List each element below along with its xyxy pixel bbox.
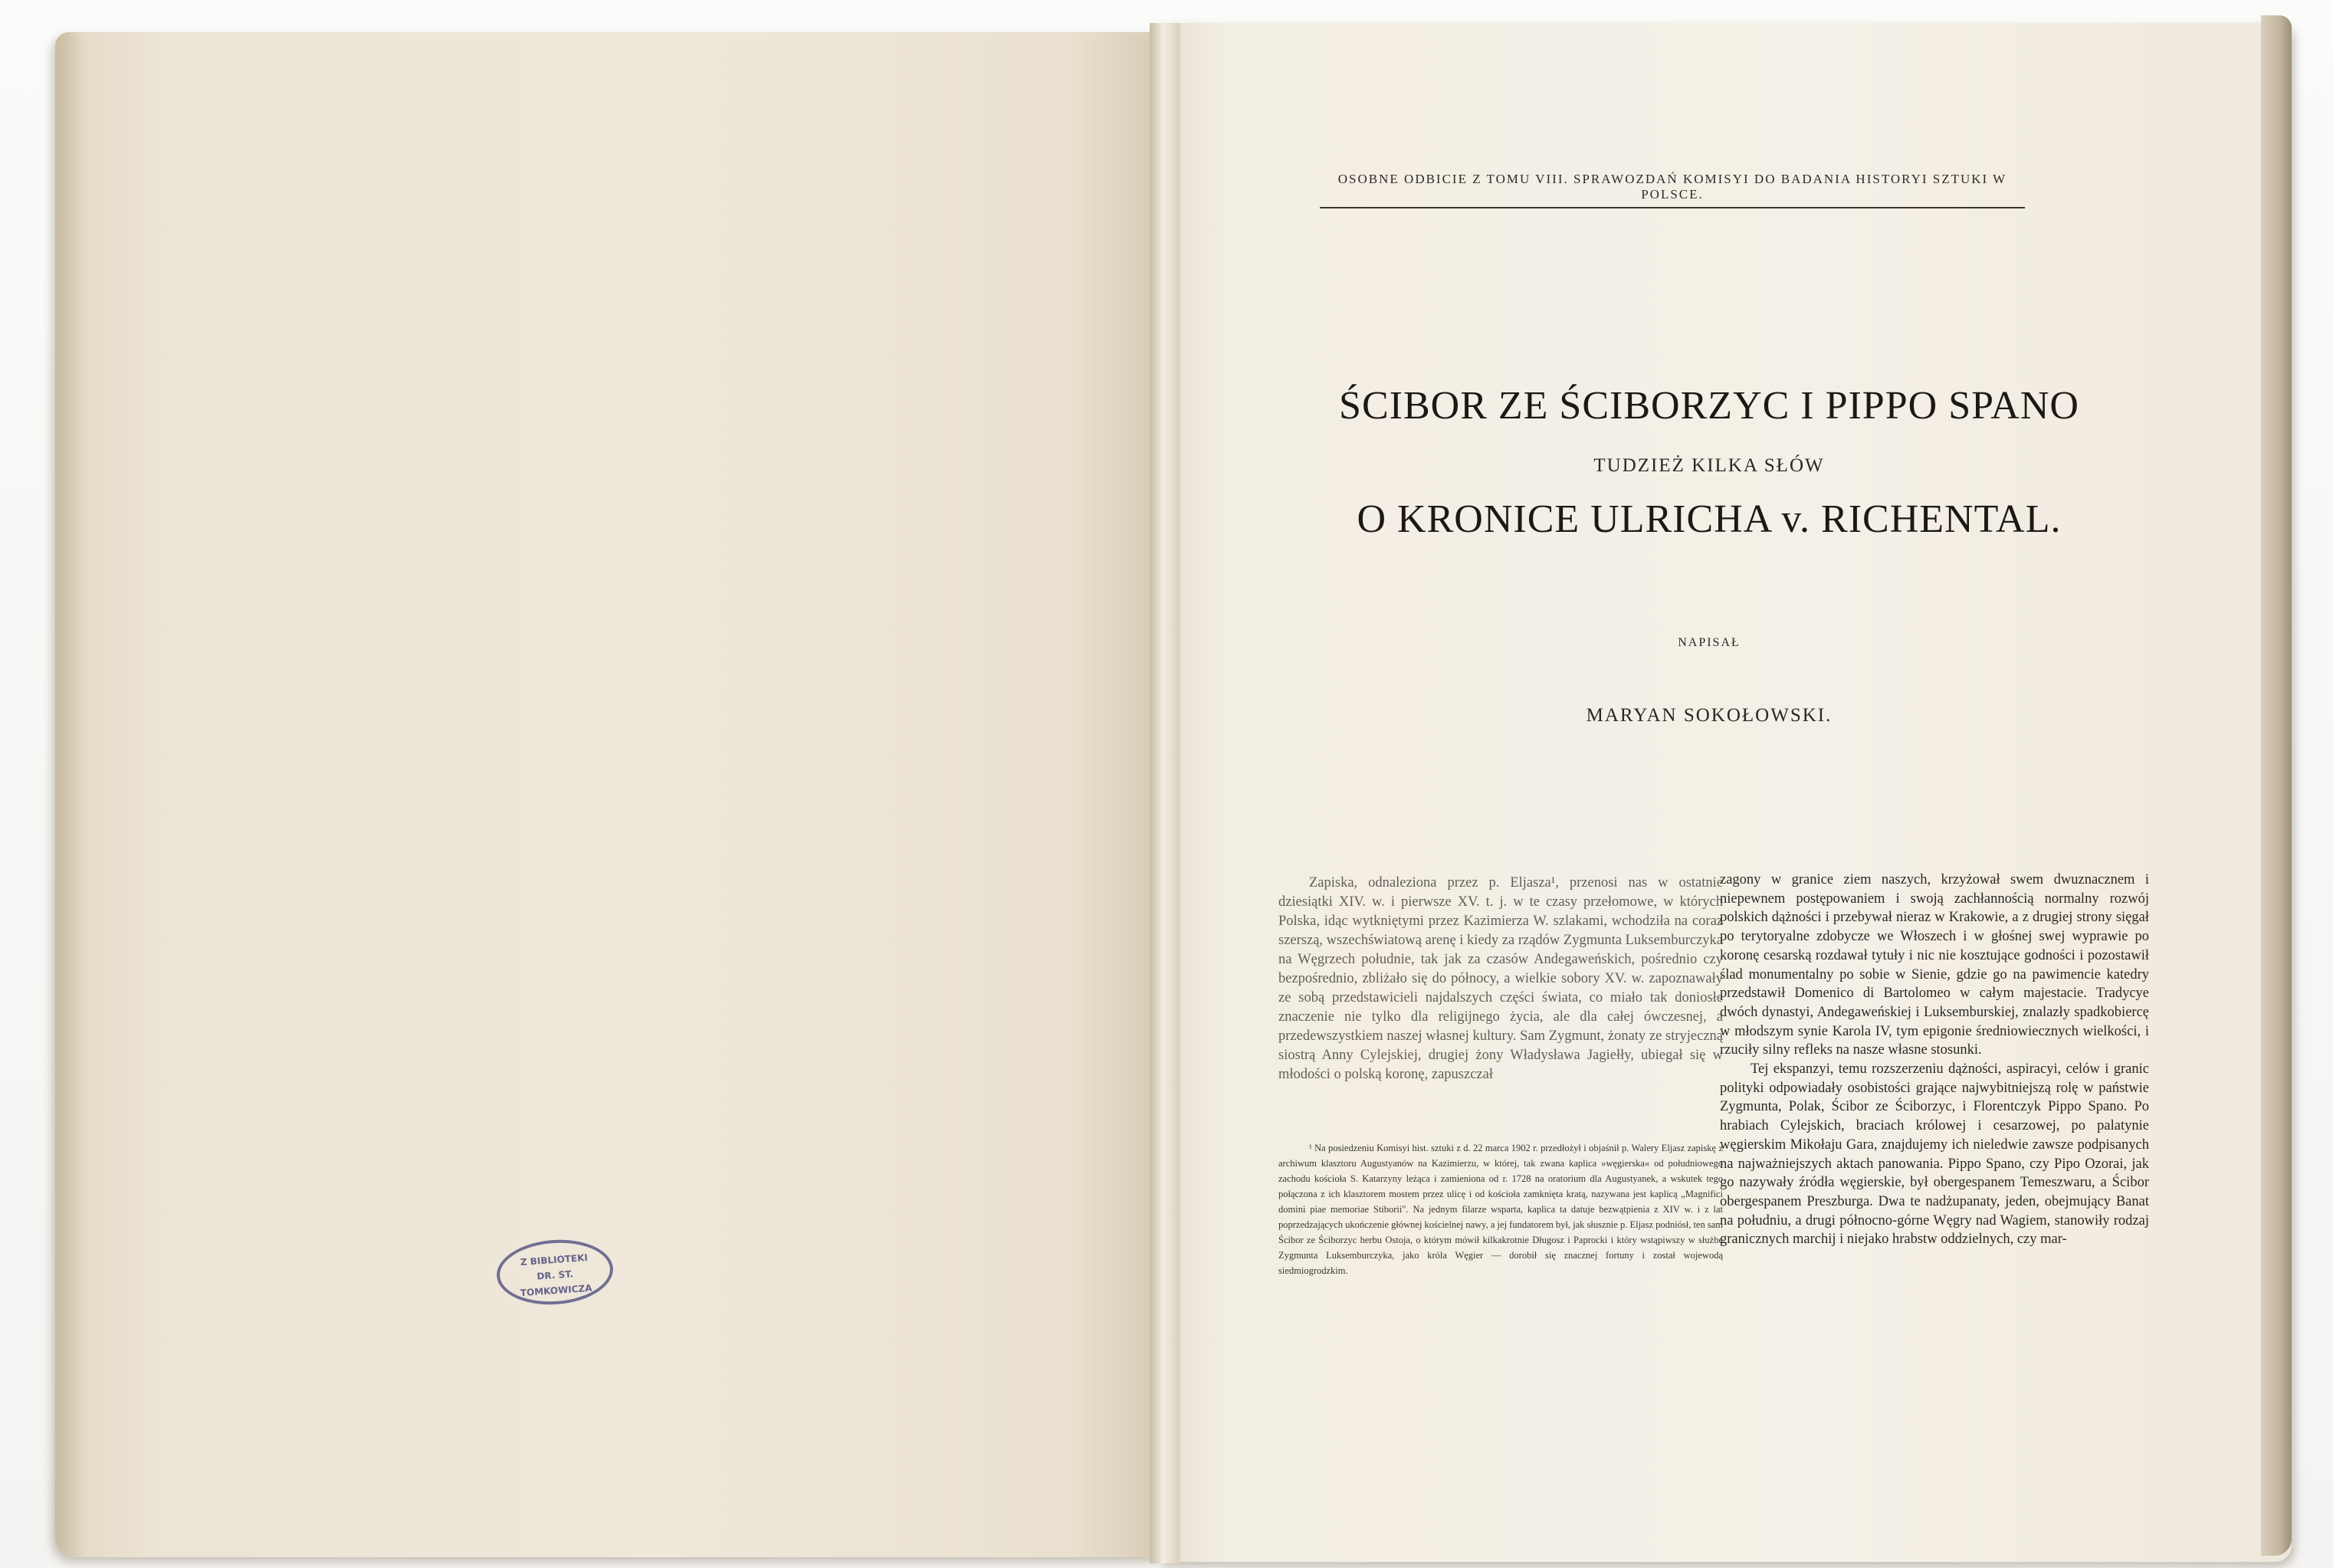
stamp-line-1: Z BIBLIOTEKI	[520, 1251, 589, 1268]
stamp-line-2: DR. ST. TOMKOWICZA	[520, 1268, 592, 1299]
left-blank-page	[55, 32, 1159, 1557]
library-stamp	[494, 1236, 615, 1308]
body-paragraph: Zapiska, odnaleziona przez p. Eljasza¹, przenosi nas w ostatnie dziesiątki XIV. w. i pierwsze XV. t. j. w te czasy przełomowe, w których Polska, idąc wytkniętymi przez Kazimierza W. szlakami, wchodziła na coraz szerszą, wszechświatową arenę i kiedy za rządów Zygmunta Luksemburczyka na Węgrzech południe, tak jak za czasów Andegaweńskich, pośrednio czy bezpośrednio, zbliżało się do północy, a wielkie sobory XV. w. zapoznawały ze sobą przedstawicieli najdalszych części świata, co miało tak doniosłe znaczenie nie tylko dla religijnego życia, ale dla całej ówczesnej, a przedewszystkiem naszej własnej kultury. Sam Zygmunt, żonaty ze stryjeczną siostrą Anny Cylejskiej, drugiej żony Władysława Jagiełły, ubiegał się w młodości o polską koronę, zapuszczał	[1278, 875, 1723, 1082]
book-gutter	[1150, 23, 1180, 1563]
byline-label: NAPISAŁ	[1678, 636, 1741, 649]
body-paragraph: Tej ekspanzyi, temu rozszerzeniu dążności, aspiracyi, celów i granic polityki odpowiadały osobistości grające najwybitniejszą rolę w państwie Zygmunta, Polak, Ścibor ze Ściborzyc, i Florentczyk Pippo Spano. Po hrabiach Cylejskich, braciach królowej i cesarzowej, po palatynie węgierskim Mikołaju Gara, znajdujemy ich nieledwie zawsze podpisanych na najważniejszych aktach panowania. Pippo Spano, czy Pipo Ozorai, jak go nazywały źródła węgierskie, był obergespanem Temeszwaru, a Ścibor obergespanem Preszburga. Dwa te nadżupanaty, jeden, obejmujący Banat na południu, a drugi północno-górne Węgry nad Wagiem, stanowiły rodzaj granicznych marchij i niejako hrabstw oddzielnych, czy mar-	[1720, 1061, 2149, 1248]
body-paragraph: zagony w granice ziem naszych, krzyżował swem dwuznacznem i niepewnem postępowaniem i swoją zachłannością normalny rozwój polskich dążności i przebywał nieraz w Krakowie, a z drugiej strony sięgał po terytoryalne zdobycze we Włoszech i w głośnej swej wyprawie po koronę cesarską rozdawał tytuły i nic nie kosztujące godności i pozostawił ślad monumentalny po sobie w Sienie, gdzie go na pawimencie katedry przedstawił Domenico di Bartolomeo w całym majestacie. Tradycye dwóch dynastyi, Andegaweńskiej i Luksemburskiej, znalazły spadkobiercę w młodszym synie Karola IV, tym epigonie średniowiecznych wielkości, i rzuciły silny refleks na nasze własne stosunki.	[1720, 872, 2149, 1058]
article-title: ŚCIBOR ZE ŚCIBORZYC I PIPPO SPANO	[1339, 384, 2079, 428]
article-title-second-line: O KRONICE ULRICHA v. RICHENTAL.	[1357, 497, 2062, 541]
author-name: MARYAN SOKOŁOWSKI.	[1586, 705, 1833, 726]
body-column-left	[1278, 874, 1723, 1084]
footnote-text: ¹ Na posiedzeniu Komisyi hist. sztuki z d. 22 marca 1902 r. przedłożył i objaśnił p. Walery Eljasz zapiskę z archiwum klasztoru Augustyanów na Kazimierzu, w której, tak zwana kaplica »węgierska« od południowego zachodu kościoła S. Katarzyny leżąca i zamieniona od r. 1728 na oratorium dla Augustyanek, a wskutek tego połączona z ich klasztorem mostem przez ulicę i od kościoła zamknięta kratą, nazywana jest kaplicą „Magnifici domini piae memoriae Stiborii". Na jednym filarze wsparta, kaplica ta datuje bezwątpienia z XIV w. i z lat poprzedzających ukończenie głównej kościelnej nawy, a jej fundatorem był, jak słusznie p. Eljasz podniósł, ten sam Ścibor ze Ściborzyc herbu Ostoja, o którym mówił kilkakrotnie Długosz i Paprocki i który wstąpiwszy w służbę Zygmunta Luksemburczyka, jako króla Węgier — dorobił się znacznej fortuny i został wojewodą siedmiogrodzkim.	[1278, 1143, 1723, 1276]
footnote	[1278, 1140, 1723, 1278]
article-subtitle: TUDZIEŻ KILKA SŁÓW	[1593, 455, 1825, 476]
body-column-right	[1720, 871, 2149, 1249]
right-title-page	[1159, 23, 2292, 1562]
offprint-header: OSOBNE ODBICIE Z TOMU VIII. SPRAWOZDAŃ KOMISYI DO BADANIA HISTORYI SZTUKI W POLSCE.	[1320, 172, 2025, 208]
page-stack-edge	[2261, 15, 2292, 1556]
